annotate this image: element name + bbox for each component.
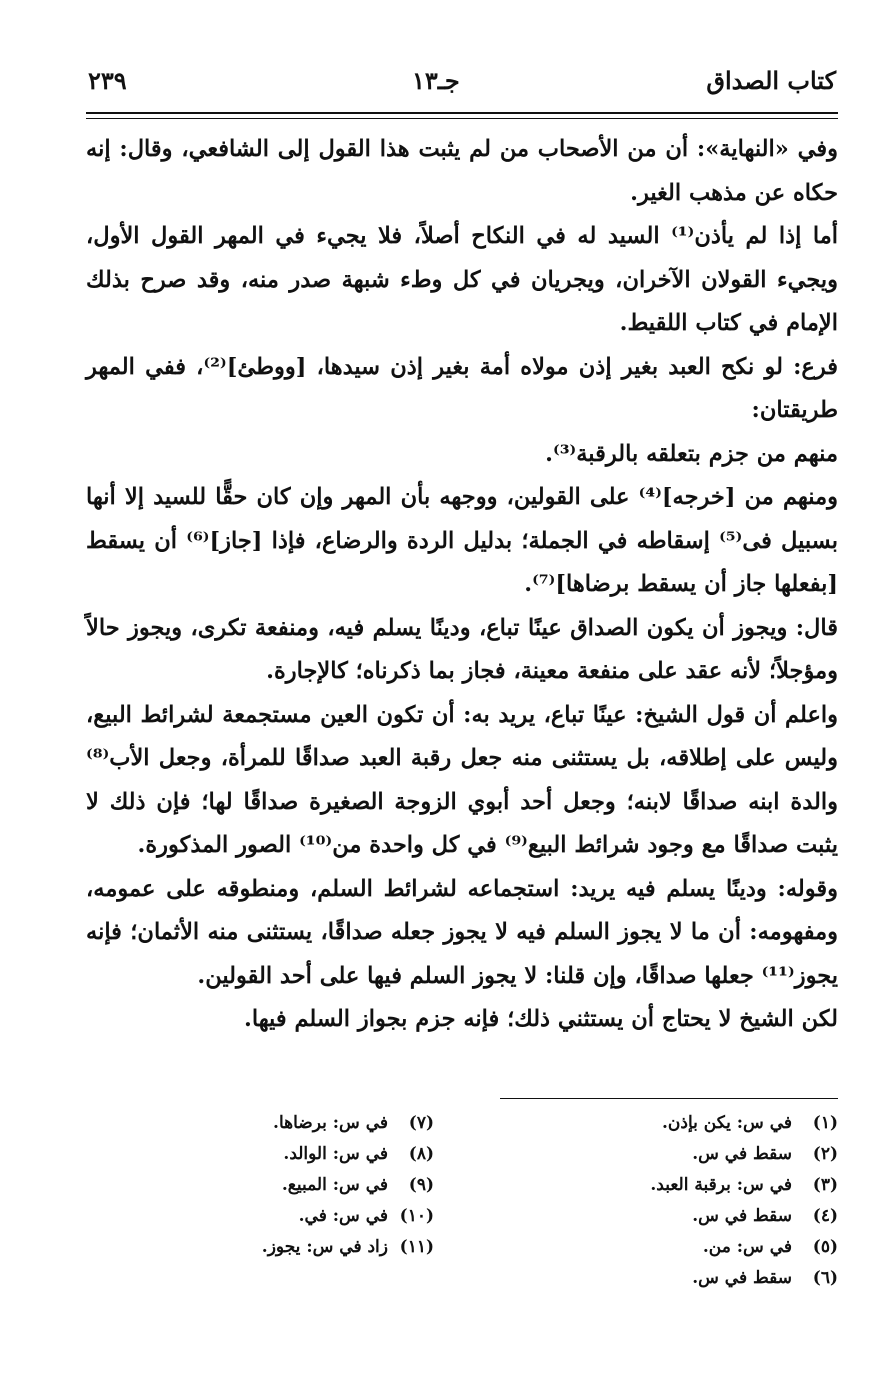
- footnote-number: (٤): [812, 1206, 838, 1226]
- footnote-number: (٢): [812, 1144, 838, 1164]
- footnote-item: [508, 1201, 838, 1232]
- header-rule-thin: [86, 118, 838, 119]
- footnote-item: [104, 1139, 434, 1170]
- footnote-item: [104, 1201, 434, 1232]
- paragraph: واعلم أن قول الشيخ: عينًا تباع، يريد به: أن تكون العين مستجمعة لشرائط البيع، وليس على إطلاقه، بل يستثنى منه جعل رقبة العبد صداقًا للمرأة، وجعل الأب⁽⁸⁾ والدة ابنه صداقًا لابنه؛ وجعل أحد أبوي الزوجة الصغيرة صداقًا لها؛ فإن ذلك لا يثبت صداقًا مع وجود شرائط البيع⁽⁹⁾ في كل واحدة من⁽¹⁰⁾ الصور المذكورة.: [86, 701, 838, 858]
- footnote-text: في س: المبيع.: [281, 1175, 388, 1195]
- footnote-number: (٦): [812, 1268, 838, 1288]
- footnotes-column-right: [508, 1108, 838, 1294]
- paragraph: وفي «النهاية»: أن من الأصحاب من لم يثبت هذا القول إلى الشافعي، وقال: إنه حكاه عن مذهب الغير.: [86, 136, 838, 206]
- footnote-number: (١٠): [399, 1206, 434, 1226]
- footnote-text: زاد في س: يجوز.: [261, 1237, 388, 1257]
- footnote-item: [104, 1170, 434, 1201]
- footnote-number: (٨): [408, 1144, 434, 1164]
- footnote-text: في س: برقبة العبد.: [650, 1175, 792, 1195]
- paragraph: وقوله: ودينًا يسلم فيه يريد: استجماعه لشرائط السلم، ومنطوقه على عمومه، ومفهومه: أن ما لا يجوز السلم فيه لا يجوز جعله صداقًا، يستثنى منه الأثمان؛ فإنه يجوز⁽¹¹⁾ جعلها صداقًا، وإن قلنا: لا يجوز السلم فيها على أحد القولين.: [86, 875, 838, 989]
- paragraph: قال: ويجوز أن يكون الصداق عينًا تباع، ودينًا يسلم فيه، ومنفعة تكرى، ويجوز حالاً ومؤجلاً؛ لأنه عقد على منفعة معينة، فجاز بما ذكرناه؛ كالإجارة.: [86, 614, 838, 684]
- footnote-text: سقط في س.: [692, 1268, 792, 1288]
- footnote-number: (١١): [399, 1237, 434, 1257]
- footnote-item: [508, 1139, 838, 1170]
- page-header: [88, 66, 836, 106]
- footnote-number: (٥): [812, 1237, 838, 1257]
- paragraph: أما إذا لم يأذن⁽¹⁾ السيد له في النكاح أصلاً، فلا يجيء في المهر القول الأول، ويجيء القولان الآخران، ويجريان في كل وطء شبهة صدر منه، وقد صرح بذلك الإمام في كتاب اللقيط.: [86, 223, 839, 336]
- footnote-text: سقط في س.: [692, 1144, 792, 1164]
- footnote-item: [508, 1170, 838, 1201]
- footnote-item: [104, 1232, 434, 1263]
- header-rule-thick: [86, 112, 838, 114]
- footnote-text: في س: في.: [298, 1206, 388, 1226]
- paragraph: فرع: لو نكح العبد بغير إذن مولاه أمة بغير إذن سيدها، [ووطئ]⁽²⁾، ففي المهر طريقتان:: [86, 353, 839, 423]
- volume-number: جـ١٣: [412, 66, 460, 95]
- paragraph: ومنهم من [خرجه]⁽⁴⁾ على القولين، ووجهه بأن المهر وإن كان حقًّا للسيد إلا أنها بسبيل فى⁽⁵⁾ إسقاطه في الجملة؛ بدليل الردة والرضاع، فإذا [جاز]⁽⁶⁾ أن يسقط [بفعلها جاز أن يسقط برضاها]⁽⁷⁾.: [86, 484, 839, 597]
- footnote-text: سقط في س.: [692, 1206, 792, 1226]
- footnote-number: (١): [812, 1113, 838, 1133]
- footnote-item: [104, 1108, 434, 1139]
- footnotes-column-left: [104, 1108, 434, 1263]
- footnote-text: في س: يكن بإذن.: [661, 1113, 792, 1133]
- footnote-text: في س: من.: [702, 1237, 792, 1257]
- footnote-text: في س: الوالد.: [283, 1144, 388, 1164]
- footnote-item: [508, 1232, 838, 1263]
- chapter-title: كتاب الصداق: [706, 66, 836, 95]
- footnote-number: (٣): [812, 1175, 838, 1195]
- footnote-number: (٩): [408, 1175, 434, 1195]
- footnote-text: في س: برضاها.: [273, 1113, 388, 1133]
- footnotes: [90, 1108, 838, 1308]
- footnote-separator: [500, 1098, 838, 1099]
- footnote-item: [508, 1108, 838, 1139]
- page-number: ٢٣٩: [88, 66, 127, 95]
- main-text: [86, 128, 838, 1042]
- footnote-number: (٧): [408, 1113, 434, 1133]
- paragraph: منهم من جزم بتعلقه بالرقبة⁽³⁾.: [545, 440, 838, 467]
- footnote-item: [508, 1263, 838, 1294]
- paragraph: لكن الشيخ لا يحتاج أن يستثني ذلك؛ فإنه جزم بجواز السلم فيها.: [244, 1006, 838, 1032]
